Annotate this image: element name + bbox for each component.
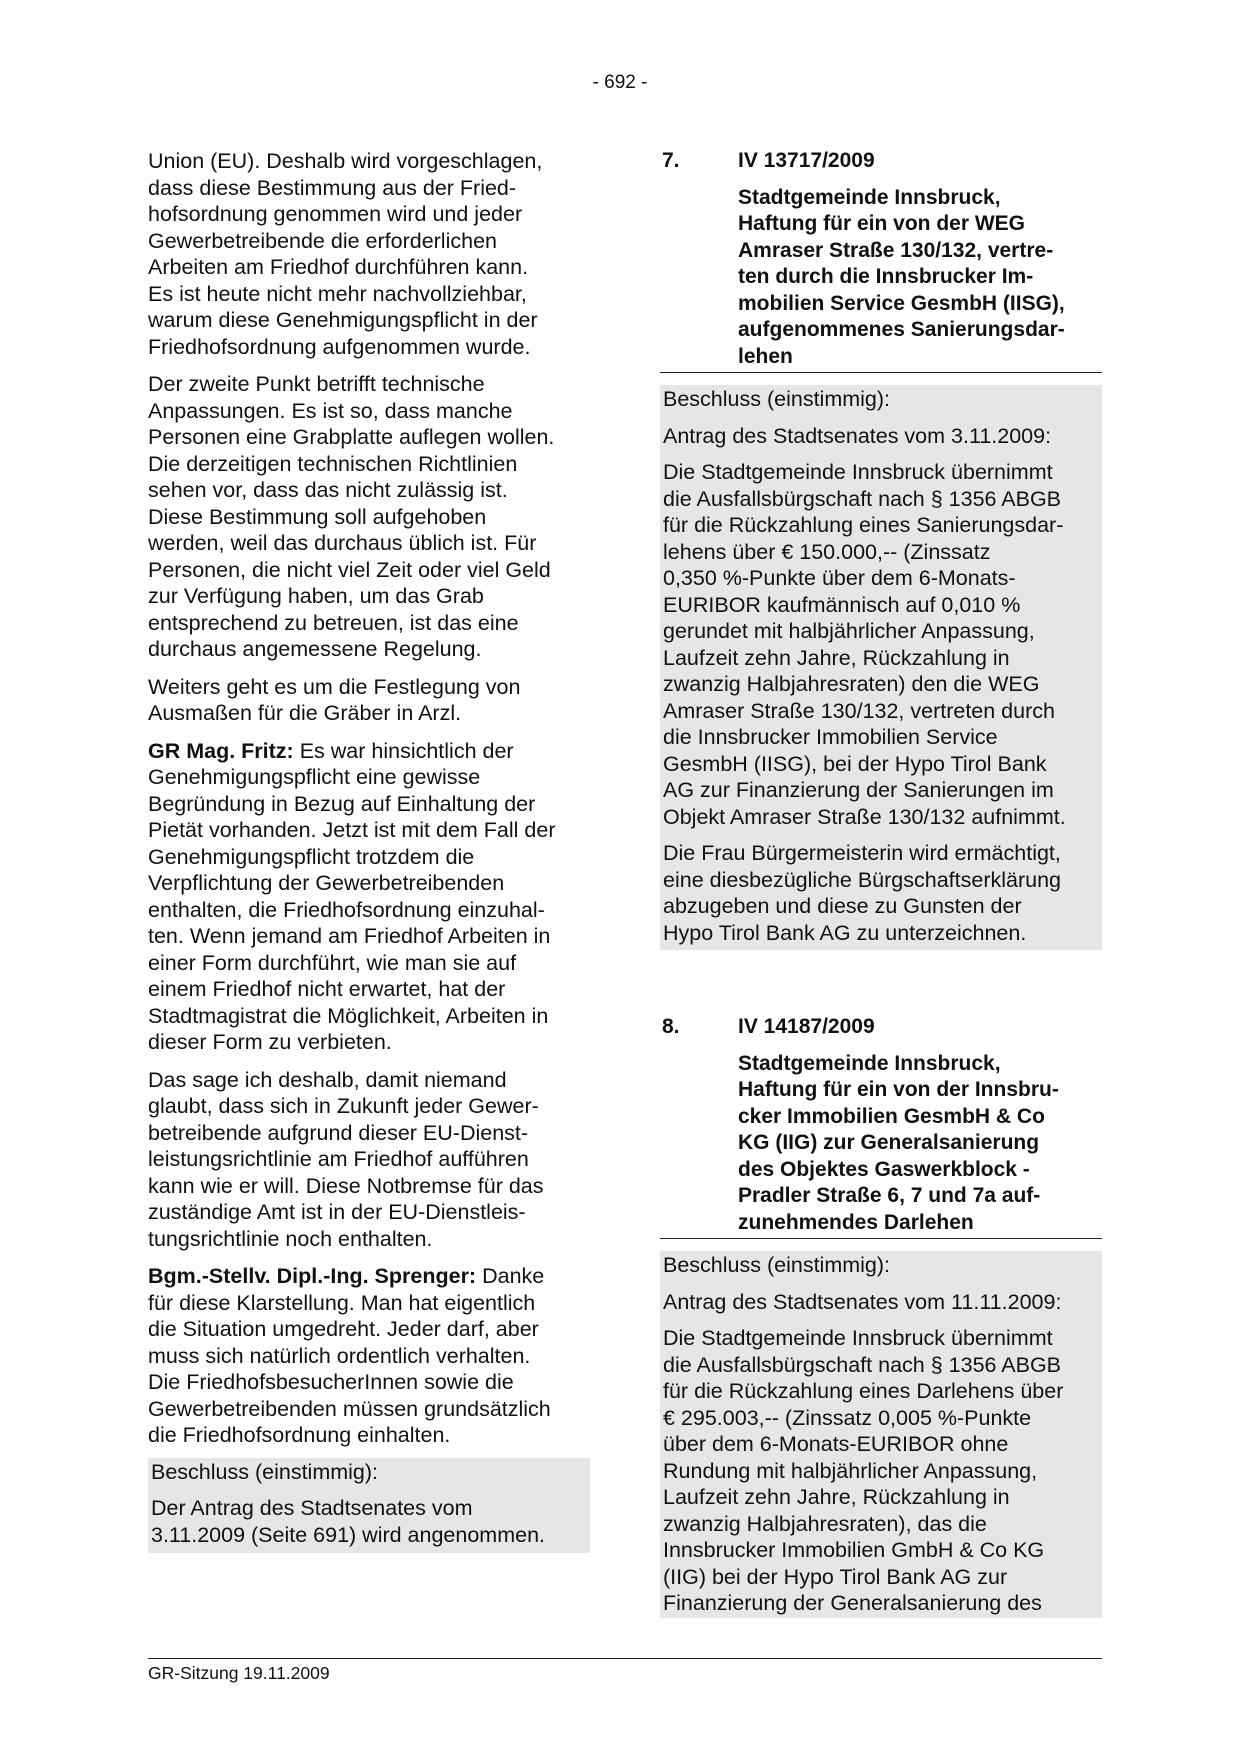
speaker-name: Bgm.-Stellv. Dipl.-Ing. Sprenger: (148, 1264, 477, 1288)
decision-box (660, 1251, 1102, 1618)
item-heading (660, 148, 1102, 175)
decision-label: Beschluss (einstimmig): (151, 1459, 378, 1484)
decision-box (148, 1458, 590, 1554)
speech-sprenger (148, 1263, 590, 1449)
agenda-item-8 (660, 1014, 1102, 1618)
footer-divider (148, 1658, 1102, 1659)
item-title: Stadtgemeinde Innsbruck, Haftung für ein von der Innsbru- cker Immobilien GesmbH & Co KG (IIG) zur Generalsanierung des Objektes Gaswerkblock - Pradler Straße 6, 7 und 7a auf- zunehmendes Darlehen (738, 1051, 1059, 1234)
decision-body: Die Stadtgemeinde Innsbruck übernimmt die Ausfallsbürgschaft nach § 1356 ABGB für die Rückzahlung eines Darlehens über € 295.003,-- (Zinssatz 0,005 %-Punkte über dem 6-Monats-EURIBOR ohne Rundung mit halbjährlicher Anpassung, Laufzeit zehn Jahre, Rückzahlung in zwanzig Halbjahresraten), das die Innsbrucker Immobilien GmbH & Co KG (IIG) bei der Hypo Tirol Bank AG zur Finanzierung der Generalsanierung des (663, 1326, 1064, 1615)
decision-box (660, 385, 1102, 950)
item-heading (660, 1014, 1102, 1041)
decision-label: Beschluss (einstimmig): (663, 387, 890, 411)
item-title: Stadtgemeinde Innsbruck, Haftung für ein von der WEG Amraser Straße 130/132, vertre- ten durch die Innsbrucker Im- mobilien Service GesmbH (IISG), aufgenommenes Sanierungsdar- lehen (738, 185, 1065, 368)
paragraph: Das sage ich deshalb, damit niemand glaubt, dass sich in Zukunft jeder Gewer- betreibende aufgrund dieser EU-Dienst- leistungsrichtlinie am Friedhof aufführen kann wie er will. Diese Notbremse für das zuständige Amt ist in der EU-Dienstleis- tungsrichtlinie noch enthalten. (148, 1067, 544, 1251)
left-column (148, 148, 590, 1553)
item-title-block (660, 1051, 1102, 1240)
item-id: IV 14187/2009 (738, 1015, 875, 1038)
item-id: IV 13717/2009 (738, 149, 875, 172)
decision-closing: Die Frau Bürgermeisterin wird ermächtigt, eine diesbezügliche Bürgschaftserklärung abzugeben und diese zu Gunsten der Hypo Tirol Bank AG zu unterzeichnen. (663, 841, 1061, 945)
speech-text: Danke für diese Klarstellung. Man hat eigentlich die Situation umgedreht. Jeder darf, aber muss sich natürlich ordentlich verhalten. Die FriedhofsbesucherInnen sowie die Gewerbetreibenden müssen grundsätzlich die Friedhofsordnung einhalten. (148, 1264, 551, 1447)
item-title-block (660, 185, 1102, 374)
motion-label: Antrag des Stadtsenates vom 3.11.2009: (663, 423, 1052, 448)
paragraph: Union (EU). Deshalb wird vorgeschlagen, dass diese Bestimmung aus der Fried- hofsordnung genommen wird und jeder Gewerbetreibende die erforderlichen Arbeiten am Friedhof durchführen kann. Es ist heute nicht mehr nachvollziehbar, warum diese Genehmigungspflicht in der Friedhofsordnung aufgenommen wurde. (148, 149, 543, 359)
decision-text: Der Antrag des Stadtsenates vom 3.11.2009 (Seite 691) wird angenommen. (151, 1496, 546, 1547)
speaker-name: GR Mag. Fritz: (148, 738, 294, 763)
agenda-item-7 (660, 148, 1102, 950)
paragraph: Weiters geht es um die Festlegung von Ausmaßen für die Gräber in Arzl. (148, 674, 521, 725)
item-number: 8. (662, 1015, 680, 1038)
speech-fritz (148, 738, 590, 1056)
motion-label: Antrag des Stadtsenates vom 11.11.2009: (663, 1289, 1062, 1314)
item-number: 7. (662, 149, 680, 172)
speech-text: Es war hinsichtlich der Genehmigungspflicht eine gewisse Begründung in Bezug auf Einhaltung der Pietät vorhanden. Jetzt ist mit dem Fall der Genehmigungspflicht trotzdem die Verpflichtung der Gewerbetreibenden enthalten, die Friedhofsordnung einzuhal- ten. Wenn jemand am Friedhof Arbeiten in einer Form durchführt, wie man sie auf einem Friedhof nicht erwartet, hat der Stadtmagistrat die Möglichkeit, Arbeiten in dieser Form zu verbieten. (148, 738, 556, 1054)
paragraph: Der zweite Punkt betrifft technische Anpassungen. Es ist so, dass manche Personen eine Grabplatte auflegen wollen. Die derzeitigen technischen Richtlinien sehen vor, dass das nicht zulässig ist. Diese Bestimmung soll aufgehoben werden, weil das durchaus üblich ist. Für Personen, die nicht viel Zeit oder viel Geld zur Verfügung haben, um das Grab entsprechend zu betreuen, ist das eine durchaus angemessene Regelung. (148, 372, 555, 661)
page-number: - 692 - (592, 72, 648, 93)
decision-body: Die Stadtgemeinde Innsbruck übernimmt die Ausfallsbürgschaft nach § 1356 ABGB für die Rückzahlung eines Sanierungsdar- lehens über € 150.000,-- (Zinssatz 0,350 %-Punkte über dem 6-Monats- EURIBOR kaufmännisch auf 0,010 % gerundet mit halbjährlicher Anpassung, Laufzeit zehn Jahre, Rückzahlung in zwanzig Halbjahresraten) den die WEG Amraser Straße 130/132, vertreten durch die Innsbrucker Immobilien Service GesmbH (IISG), bei der Hypo Tirol Bank AG zur Finanzierung der Sanierungen im Objekt Amraser Straße 130/132 aufnimmt. (663, 460, 1066, 829)
decision-label: Beschluss (einstimmig): (663, 1253, 890, 1277)
footer-text: GR-Sitzung 19.11.2009 (148, 1663, 330, 1683)
right-column (660, 148, 1102, 1618)
